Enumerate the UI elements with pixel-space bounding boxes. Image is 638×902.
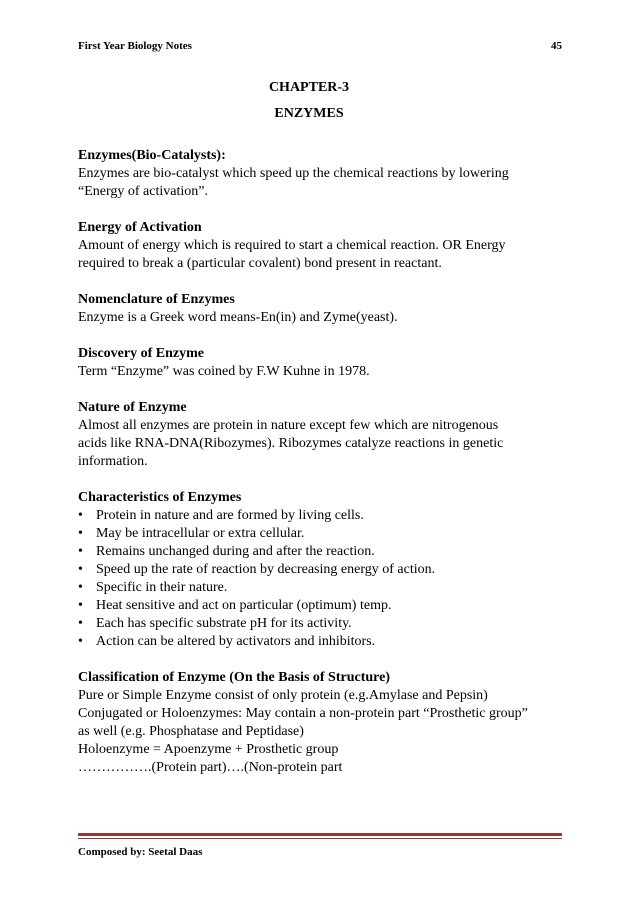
chapter-title: ENZYMES (274, 106, 344, 121)
section-line: information. (78, 454, 148, 469)
list-item-text: Protein in nature and are formed by living cells. (96, 508, 364, 523)
section-line: “Energy of activation”. (78, 184, 208, 199)
section-line: as well (e.g. Phosphatase and Peptidase) (78, 724, 304, 739)
section-line: …………….(Protein part)….(Non-protein part (78, 760, 343, 775)
section-line: required to break a (particular covalent) bond present in reactant. (78, 256, 442, 271)
section-energy-of-activation (78, 219, 562, 273)
page-number: 45 (551, 40, 562, 52)
section-line: Almost all enzymes are protein in nature except few which are nitrogenous (78, 418, 499, 433)
section-characteristics (78, 489, 562, 651)
bullet-icon: • (78, 580, 83, 595)
section-nomenclature (78, 291, 562, 327)
page-header (78, 40, 562, 52)
list-item (78, 525, 562, 543)
document-body (78, 147, 562, 795)
list-item-text: Heat sensitive and act on particular (optimum) temp. (96, 598, 392, 613)
bullet-icon: • (78, 526, 83, 541)
section-heading: Enzymes(Bio-Catalysts): (78, 148, 226, 163)
page-footer: Composed by: Seetal Daas (78, 846, 203, 858)
list-item-text: Specific in their nature. (96, 580, 228, 595)
section-line: Holoenzyme = Apoenzyme + Prosthetic group (78, 742, 339, 757)
list-item (78, 597, 562, 615)
list-item (78, 633, 562, 651)
list-item-text: Remains unchanged during and after the reaction. (96, 544, 375, 559)
list-item-text: Speed up the rate of reaction by decreasing energy of action. (96, 562, 436, 577)
bullet-icon: • (78, 544, 83, 559)
list-item-text: Each has specific substrate pH for its activity. (96, 616, 352, 631)
list-item-text: May be intracellular or extra cellular. (96, 526, 305, 541)
section-heading: Nomenclature of Enzymes (78, 292, 235, 307)
bullet-icon: • (78, 598, 83, 613)
bullet-icon: • (78, 508, 83, 523)
section-heading: Nature of Enzyme (78, 400, 187, 415)
section-enzymes (78, 147, 562, 201)
list-item-text: Action can be altered by activators and inhibitors. (96, 634, 376, 649)
section-heading: Discovery of Enzyme (78, 346, 204, 361)
section-line: Enzymes are bio-catalyst which speed up the chemical reactions by lowering (78, 166, 509, 181)
section-nature (78, 399, 562, 471)
list-item (78, 543, 562, 561)
list-item (78, 507, 562, 525)
section-line: Pure or Simple Enzyme consist of only protein (e.g.Amylase and Pepsin) (78, 688, 488, 703)
section-line: Amount of energy which is required to start a chemical reaction. OR Energy (78, 238, 506, 253)
bullet-icon: • (78, 616, 83, 631)
bullet-list (78, 507, 562, 651)
section-heading: Classification of Enzyme (On the Basis of Structure) (78, 670, 390, 685)
list-item (78, 615, 562, 633)
header-title: First Year Biology Notes (78, 40, 192, 52)
list-item (78, 561, 562, 579)
section-line: acids like RNA-DNA(Ribozymes). Ribozymes catalyze reactions in genetic (78, 436, 504, 451)
footer-rule-thin (78, 838, 562, 839)
footer-rule (78, 833, 562, 836)
section-line: Conjugated or Holoenzymes: May contain a non-protein part “Prosthetic group” (78, 706, 528, 721)
section-discovery (78, 345, 562, 381)
bullet-icon: • (78, 562, 83, 577)
bullet-icon: • (78, 634, 83, 649)
section-line: Term “Enzyme” was coined by F.W Kuhne in 1978. (78, 364, 370, 379)
list-item (78, 579, 562, 597)
section-classification (78, 669, 562, 777)
section-line: Enzyme is a Greek word means-En(in) and Zyme(yeast). (78, 310, 398, 325)
section-heading: Characteristics of Enzymes (78, 490, 242, 505)
section-heading: Energy of Activation (78, 220, 202, 235)
chapter-number: CHAPTER-3 (268, 80, 350, 95)
